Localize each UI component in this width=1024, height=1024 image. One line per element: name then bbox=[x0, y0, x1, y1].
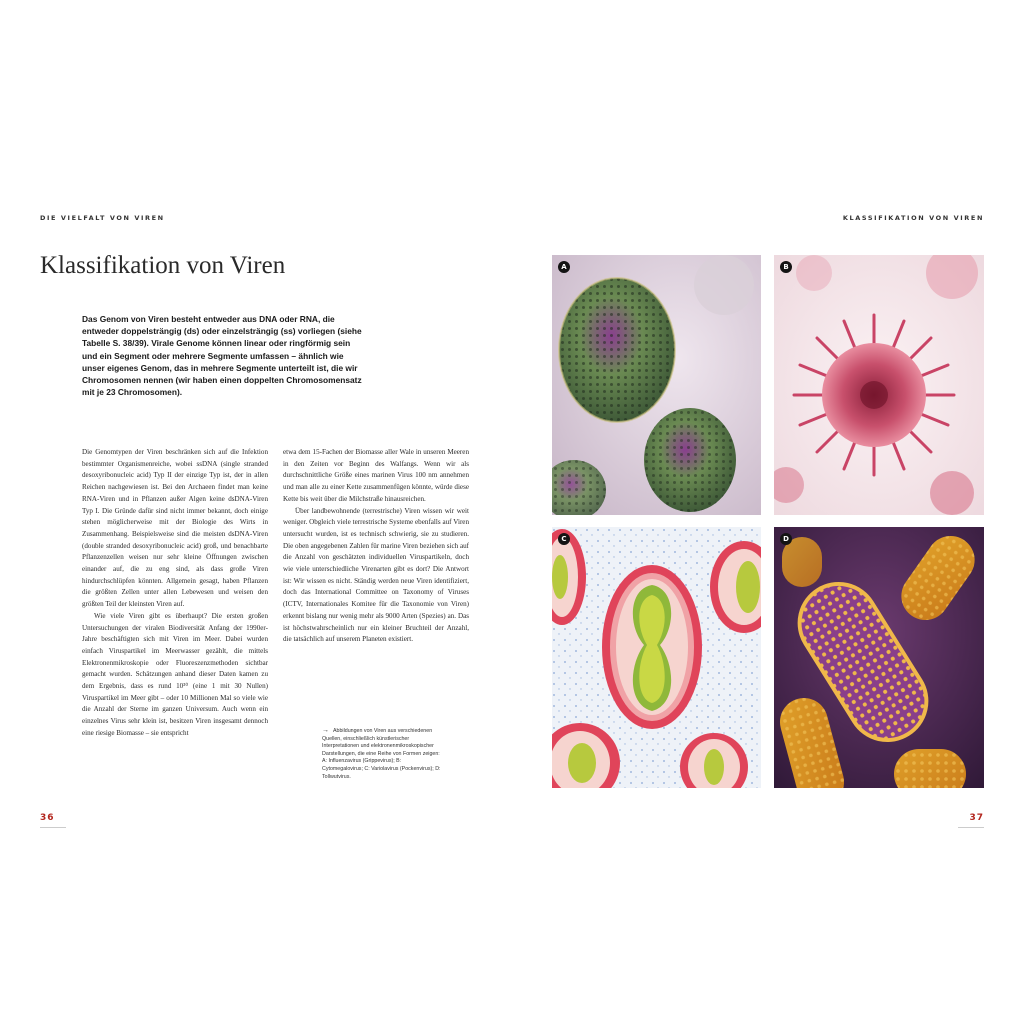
page-number-rule-left bbox=[40, 827, 66, 828]
influenza-virus-illustration bbox=[552, 255, 761, 515]
figure-d bbox=[774, 527, 984, 788]
figure-caption bbox=[322, 727, 442, 781]
figure-a bbox=[552, 255, 761, 515]
running-header-right: KLASSIFIKATION VON VIREN bbox=[842, 214, 984, 222]
variola-virus-illustration bbox=[552, 527, 761, 788]
body-paragraph: Wie viele Viren gibt es überhaupt? Die ersten großen Untersuchungen der viralen Biodiversität Anfang der 1990er-Jahre beschäftigten sich mit Viren im Meer. Dabei wurden einfach Viruspartikel im Meerwasser gezählt, die mittels Elektronenmikroskopie oder Fluoreszenzmethoden sichtbar gemacht wurden. Schätzungen anhand dieser Daten kamen zu dem Ergebnis, dass es rund 10³⁰ (eine 1 mit 30 Nullen) Viruspartikel im Meer gibt – oder 10 Millionen Mal so viele wie die Anzahl der Sterne im ganzen Universum. Auch wenn ein einzelnes Virus sehr klein ist, besitzen Viren insgesamt dennoch eine riesige Biomasse – sie entspricht bbox=[82, 611, 268, 737]
body-column-1 bbox=[82, 447, 268, 740]
page-title: Klassifikation von Viren bbox=[40, 252, 286, 279]
running-header-left: DIE VIELFALT VON VIREN bbox=[40, 214, 165, 222]
rabies-virus-illustration bbox=[774, 527, 984, 788]
cytomegalovirus-illustration bbox=[774, 255, 984, 515]
body-paragraph: Über landbewohnende (terrestrische) Viren wissen wir weit weniger. Obgleich viele terrestrische Systeme ebenfalls auf Viren untersucht wurden, ist es technisch schwierig, sie zu studieren. Die oben angegebenen Zahlen für marine Viren beziehen sich auf die Anzahl von geschätzten individuellen Viruspartikeln, doch wie viele unterschiedliche Virenarten gibt es dort? Die Antwort ist: Wir wissen es nicht. Ständig werden neue Viren identifiziert, doch das International Committee on Taxonomy of Viruses (ICTV, Internationales Komitee für die Taxonomie von Viren) erkennt bislang nur wenig mehr als 9000 Arten (Spezies) an. Das ist höchstwahrscheinlich nur ein kleiner Bruchteil der Anzahl, die tatsächlich auf unserem Planeten existiert. bbox=[283, 506, 469, 644]
page-number-left: 36 bbox=[40, 813, 55, 823]
figure-label-b: B bbox=[780, 261, 792, 273]
caption-text: Abbildungen von Viren aus verschiedenen Quellen, einschließlich künstlerischer Interpretationen und elektronenmikroskopischer Darstellungen, die eine Reihe von Formen zeigen: A: Influenzavirus (Grippevirus); B: Cytomegalovirus; C: Variolavirus (Pockenvirus); D: Tollwutvirus. bbox=[322, 728, 441, 780]
body-paragraph: etwa dem 15-Fachen der Biomasse aller Wale in unseren Meeren in den Zeiten vor Beginn des Walfangs. Wenn wir als durchschnittliche Größe eines marinen Virus 100 nm annehmen und man alle zu einer Kette zusammenfügen könnte, würde diese Kette bis weit über die Milchstraße hinausreichen. bbox=[283, 448, 469, 503]
figure-label-a: A bbox=[558, 261, 570, 273]
body-column-2 bbox=[283, 447, 469, 646]
page-number-right: 37 bbox=[969, 813, 984, 823]
body-paragraph: Die Genomtypen der Viren beschränken sich auf die Infektion bestimmter Organismenreiche, wobei ssDNA (single stranded desoxyribonucleic acid) Typ II der einzige Typ ist, der in allen Reichen nachgewiesen ist. Bei den Archaeen findet man keine RNA-Viren und in Pflanzen außer Algen keine dsDNA-Viren Typ I. Die Gründe dafür sind nicht immer bekannt, doch einige stehen möglicherweise mit der Biologie des Wirts in Zusammenhang. Beispielsweise sind die meisten dsDNA-Viren (double stranded desoxyribonucleic acid) groß, und benachbarte Pflanzenzellen weisen nur sehr kleine Öffnungen zwischen einander auf, die zu eng sind, als dass große Viren hindurchschlüpfen könnten. Allgemein gesagt, haben Pflanzen die größten Zellen unter allen Lebewesen und weisen den größten Teil der kleinsten Viren auf. bbox=[82, 448, 268, 609]
lead-paragraph: Das Genom von Viren besteht entweder aus DNA oder RNA, die entweder doppelsträngig (ds) oder einzelsträngig (ss) vorliegen (siehe Tabelle S. 38/39). Virale Genome können linear oder ringförmig sein und ein Segment oder mehrere Segmente umfassen – ähnlich wie unser eigenes Genom, das in mehrere Segmente unterteilt ist, die wir Chromosomen nennen (wir haben einen doppelten Chromosomensatz mit je 23 Chromosomen). bbox=[82, 314, 362, 398]
figure-label-d: D bbox=[780, 533, 792, 545]
figure-label-c: C bbox=[558, 533, 570, 545]
page-number-rule-right bbox=[958, 827, 984, 828]
figure-c bbox=[552, 527, 761, 788]
figure-b bbox=[774, 255, 984, 515]
arrow-right-icon: → bbox=[322, 727, 329, 734]
